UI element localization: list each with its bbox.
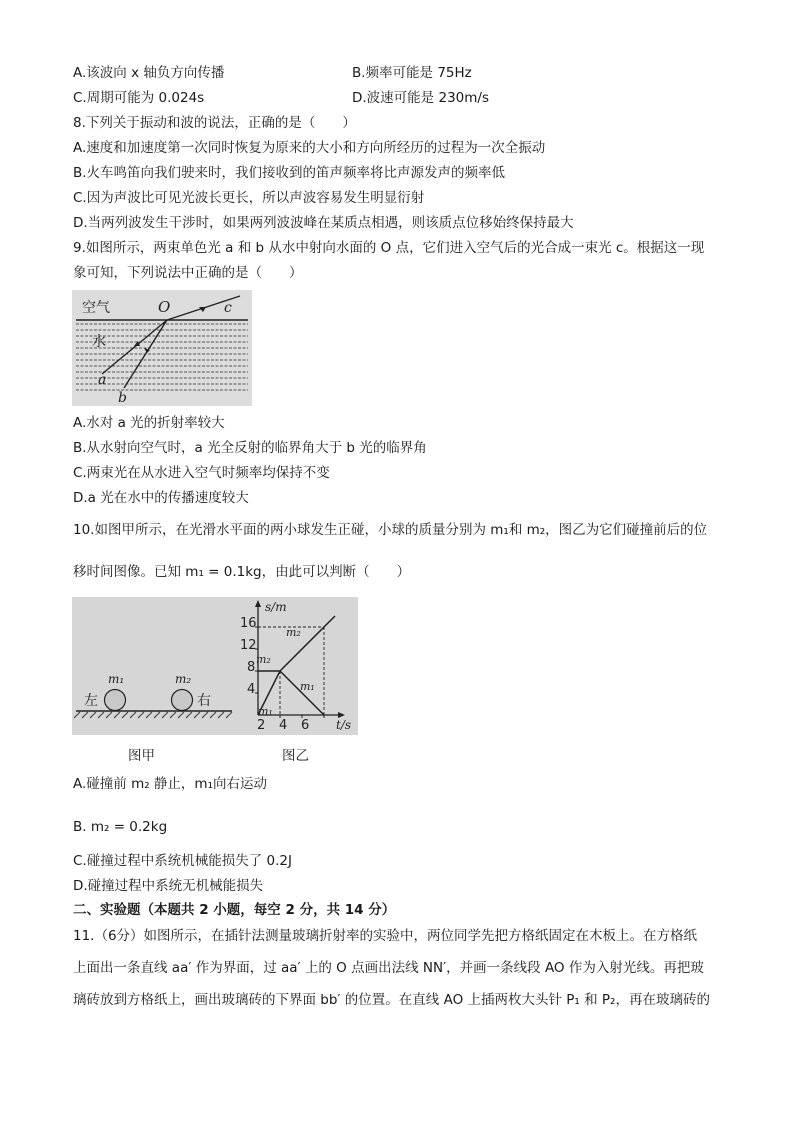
q10-label-ball-m2: m₂ — [175, 672, 192, 686]
q10-figure — [72, 597, 358, 735]
q10-caption-right: 图乙 — [282, 748, 309, 764]
q10-option-c: C.碰撞过程中系统机械能损失了 0.2J — [73, 853, 292, 869]
q10-label-right: 右 — [197, 693, 211, 709]
q9-label-c: c — [224, 300, 232, 316]
q10-ytick-8: 8 — [247, 660, 256, 675]
q11-line3: 璃砖放到方格纸上，画出玻璃砖的下界面 bb′ 的位置。在直线 AO 上插两枚大头针 P₁ 和 P₂，再在玻璃砖的 — [73, 992, 710, 1008]
q10-xlabel: t/s — [336, 718, 352, 732]
q8-option-a: A.速度和加速度第一次同时恢复为原来的大小和方向所经历的过程为一次全振动 — [73, 140, 546, 156]
q10-stem-line2: 移时间图像。已知 m₁ = 0.1kg，由此可以判断（ ） — [73, 564, 411, 580]
q10-option-a: A.碰撞前 m₂ 静止，m₁向右运动 — [73, 776, 267, 792]
q10-caption-left: 图甲 — [128, 748, 155, 764]
q9-option-b: B.从水射向空气时，a 光全反射的临界角大于 b 光的临界角 — [73, 440, 427, 456]
q9-label-a: a — [98, 372, 107, 388]
q10-option-d: D.碰撞过程中系统无机械能损失 — [73, 878, 264, 894]
q9-option-d: D.a 光在水中的传播速度较大 — [73, 490, 249, 506]
q8-stem: 8.下列关于振动和波的说法，正确的是（ ） — [73, 115, 356, 131]
q10-figure-background — [72, 597, 358, 735]
q10-ball-m1 — [105, 690, 126, 711]
q9-label-water: 水 — [92, 334, 106, 350]
q10-xtick-2: 2 — [257, 718, 266, 733]
q8-option-d: D.当两列波发生干涉时，如果两列波波峰在某质点相遇，则该质点位移始终保持最大 — [73, 215, 574, 231]
q10-xtick-4: 4 — [279, 718, 288, 733]
q10-option-b: B. m₂ = 0.2kg — [73, 819, 168, 835]
q10-line-label-m2-before: m₂ — [256, 653, 271, 666]
q9-label-air: 空气 — [82, 300, 110, 316]
q7-option-d: D.波速可能是 230m/s — [352, 90, 489, 106]
q9-stem-line1: 9.如图所示，两束单色光 a 和 b 从水中射向水面的 O 点，它们进入空气后的光合成一束光 c。根据这一现 — [73, 240, 705, 256]
q10-line-label-m1-before: m₁ — [258, 705, 273, 718]
q9-stem-line2: 象可知，下列说法中正确的是（ ） — [73, 265, 303, 281]
q9-option-a: A.水对 a 光的折射率较大 — [73, 415, 225, 431]
q10-ball-m2 — [172, 690, 193, 711]
q10-line-label-m1-after: m₁ — [300, 680, 315, 693]
section-heading-experiment: 二、实验题（本题共 2 小题，每空 2 分，共 14 分） — [73, 902, 396, 918]
q8-option-b: B.火车鸣笛向我们驶来时，我们接收到的笛声频率将比声源发声的频率低 — [73, 165, 506, 181]
q10-stem-line1: 10.如图甲所示，在光滑水平面的两小球发生正碰，小球的质量分别为 m₁和 m₂，图乙为它们碰撞前后的位 — [73, 522, 708, 538]
q8-option-c: C.因为声波比可见光波长更长，所以声波容易发生明显衍射 — [73, 190, 425, 206]
q7-option-b: B.频率可能是 75Hz — [352, 65, 472, 81]
q11-line1: 11.（6分）如图所示，在插针法测量玻璃折射率的实验中，两位同学先把方格纸固定在木板上。在方格纸 — [73, 928, 698, 944]
q10-ylabel: s/m — [265, 600, 287, 614]
q10-ytick-12: 12 — [240, 638, 257, 653]
q10-label-ball-m1: m₁ — [108, 672, 125, 686]
q10-xtick-6: 6 — [301, 718, 310, 733]
q10-ytick-4: 4 — [247, 682, 256, 697]
q7-option-c: C.周期可能为 0.024s — [73, 90, 205, 106]
q9-option-c: C.两束光在从水进入空气时频率均保持不变 — [73, 465, 330, 481]
q10-ytick-16: 16 — [240, 616, 257, 631]
q10-label-left: 左 — [84, 693, 98, 709]
q7-option-a: A.该波向 x 轴负方向传播 — [73, 65, 225, 81]
q9-label-b: b — [118, 390, 127, 406]
q11-line2: 上面出一条直线 aa′ 作为界面，过 aa′ 上的 O 点画出法线 NN′，并画一条线段 AO 作为入射光线。再把玻 — [73, 960, 704, 976]
q10-line-label-m2-after: m₂ — [286, 626, 301, 639]
q9-label-o: O — [158, 298, 171, 316]
q9-refraction-figure — [72, 290, 252, 406]
